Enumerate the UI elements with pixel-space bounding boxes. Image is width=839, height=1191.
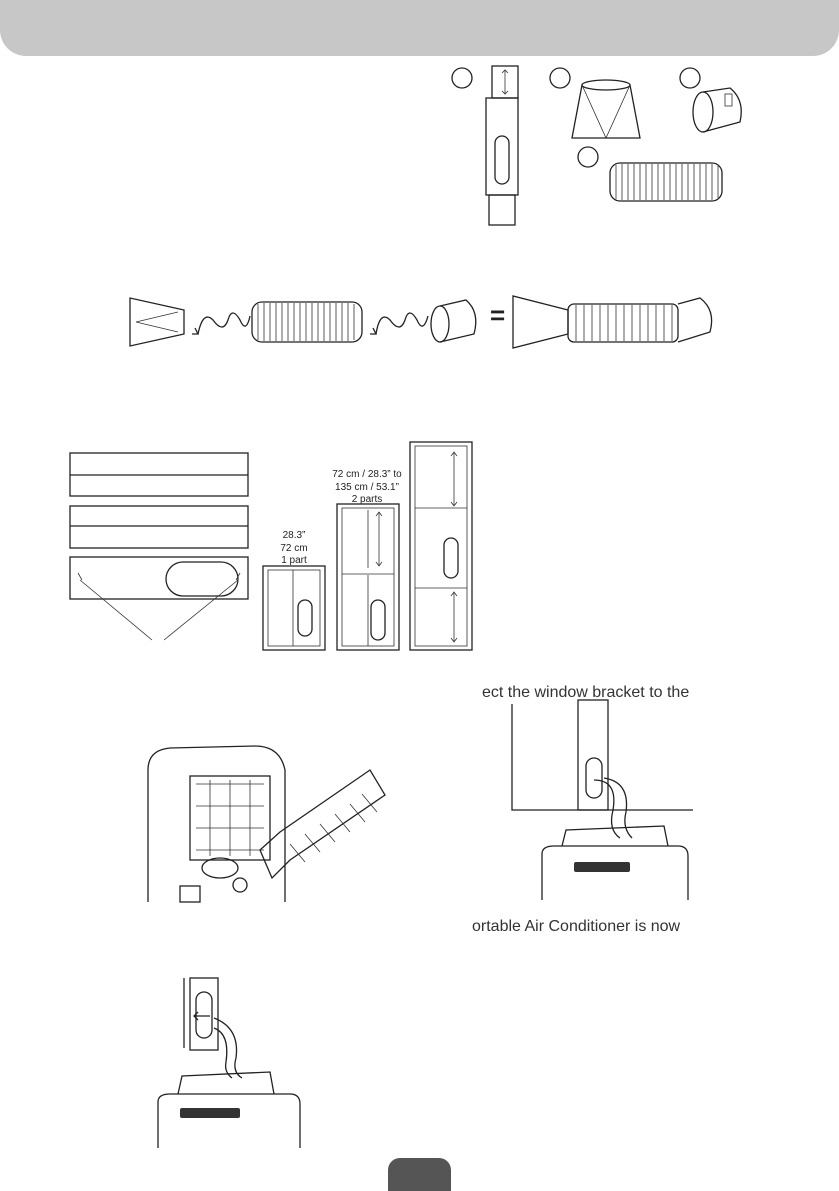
window-installed-illustration [508, 700, 698, 900]
window-slider-icon [486, 66, 518, 225]
page-number-tab [388, 1158, 451, 1191]
hose-adapter-icon [693, 88, 741, 132]
part-number-circle [452, 68, 472, 88]
unit-rear-hose-illustration [140, 740, 390, 903]
size-label-medium: 72 cm / 28.3” to 135 cm / 53.1” 2 parts [332, 469, 402, 505]
header-bar [0, 0, 839, 56]
part-number-circle [680, 68, 700, 88]
caption-connect-bracket: ect the window bracket to the [482, 684, 690, 701]
size-label-small: 28.3” 72 cm 1 part [280, 530, 308, 566]
part-number-circle [578, 147, 598, 167]
caption-now-ready: ortable Air Conditioner is now [472, 918, 681, 935]
parts-diagram [440, 60, 760, 235]
exhaust-hose-icon [610, 163, 722, 201]
equals-sign: = [490, 300, 506, 330]
window-adapter-icon [572, 80, 640, 138]
assembly-diagram [128, 290, 718, 352]
part-number-circle [550, 68, 570, 88]
window-adapter-illustration [150, 978, 310, 1148]
